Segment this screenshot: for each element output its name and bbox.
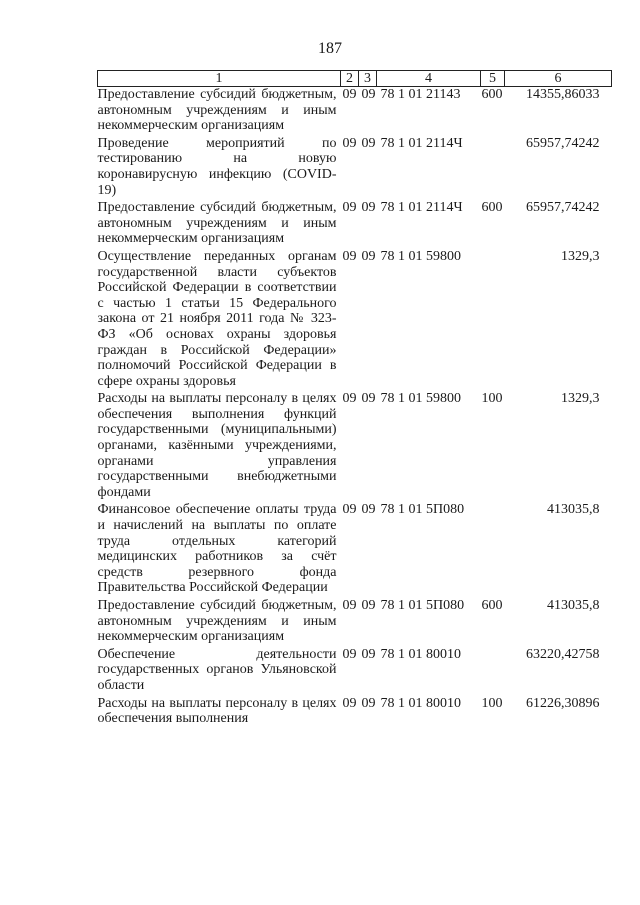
row-name: Расходы на выплаты персоналу в целях обеспечения выполнения [97,695,337,727]
row-target-article: 78 1 01 5П080 [380,598,465,613]
row-expense-type: 600 [481,598,503,613]
row-expense-type: 100 [481,695,503,711]
row-subsection: 09 [361,200,376,216]
table-row [98,200,612,249]
row-section: 09 [342,248,357,264]
row-section: 09 [342,391,357,407]
row-amount: 65957,74242 [526,135,600,151]
row-subsection: 09 [361,695,376,711]
row-name: Осуществление переданных органам государственной власти субъектов Российской Федерации в соответствии с частью 1 статьи 15 Федерального закона от 21 ноября 2011 года № 323-ФЗ «Об основах охраны здоровья граждан в Российской Федерации» полномочий Российской Федерации в сфере охраны здоровья [97,248,337,389]
table-row [98,249,612,391]
row-amount: 65957,74242 [526,200,600,216]
row-expense-type: 100 [481,391,503,407]
row-name: Предоставление субсидий бюджетным, автономным учреждениям и иным некоммерческим организациям [97,200,337,247]
header-col-5: 5 [481,71,505,87]
row-amount: 14355,86033 [526,87,600,102]
table-row [98,647,612,696]
header-col-3: 3 [359,71,377,87]
row-target-article: 78 1 01 2114Ч [380,135,463,151]
row-section: 09 [342,695,357,711]
row-subsection: 09 [361,248,376,264]
row-section: 09 [342,87,357,102]
row-amount: 61226,30896 [526,695,600,711]
page-number: 187 [318,40,342,57]
header-col-4: 4 [377,71,481,87]
table-row [98,598,612,647]
row-expense-type [481,502,505,598]
row-name: Предоставление субсидий бюджетным, автономным учреждениям и иным некоммерческим организациям [97,87,337,134]
row-name: Проведение мероприятий по тестированию на новую коронавирусную инфекцию (COVID-19) [97,135,337,198]
table-row [98,502,612,598]
row-section: 09 [342,200,357,216]
table-row [98,696,612,729]
row-target-article: 78 1 01 80010 [380,695,461,711]
row-target-article: 78 1 01 59800 [380,248,461,264]
row-expense-type [481,647,505,696]
row-subsection: 09 [361,598,376,613]
header-col-2: 2 [341,71,359,87]
row-name: Обеспечение деятельности государственных органов Ульяновской области [97,646,337,693]
row-name: Финансовое обеспечение оплаты труда и начислений на выплаты по оплате труда отдельных категорий медицинских работников за счёт средств резервного фонда Правительства Российской Федерации [97,502,337,596]
row-subsection: 09 [361,502,376,518]
header-row [98,71,612,87]
row-amount: 413035,8 [547,598,600,613]
row-target-article: 78 1 01 59800 [380,391,461,407]
row-expense-type [481,136,505,200]
header-col-6: 6 [505,71,612,87]
budget-table [97,70,612,729]
row-expense-type: 600 [481,200,503,216]
table-body [98,87,612,729]
table-row [98,136,612,200]
row-target-article: 78 1 01 21143 [380,87,461,102]
row-amount: 1329,3 [561,391,600,407]
row-subsection: 09 [361,87,376,102]
row-expense-type [481,249,505,391]
row-amount: 63220,42758 [526,646,600,662]
row-subsection: 09 [361,135,376,151]
row-subsection: 09 [361,391,376,407]
table-row [98,87,612,136]
row-target-article: 78 1 01 80010 [380,646,461,662]
table-row [98,391,612,502]
table-header [98,71,612,87]
row-target-article: 78 1 01 2114Ч [380,200,463,216]
row-section: 09 [342,502,357,518]
row-target-article: 78 1 01 5П080 [380,502,465,518]
row-expense-type: 600 [481,87,503,102]
row-amount: 1329,3 [561,248,600,264]
row-section: 09 [342,646,357,662]
row-amount: 413035,8 [547,502,600,518]
row-section: 09 [342,135,357,151]
header-col-1: 1 [98,71,341,87]
row-subsection: 09 [361,646,376,662]
row-section: 09 [342,598,357,613]
row-name: Предоставление субсидий бюджетным, автономным учреждениям и иным некоммерческим организациям [97,598,337,645]
row-name: Расходы на выплаты персоналу в целях обеспечения выполнения функций государственными (муниципальными) органами, казёнными учреждениями, органами управления государственными внебюджетными фондами [97,391,337,500]
